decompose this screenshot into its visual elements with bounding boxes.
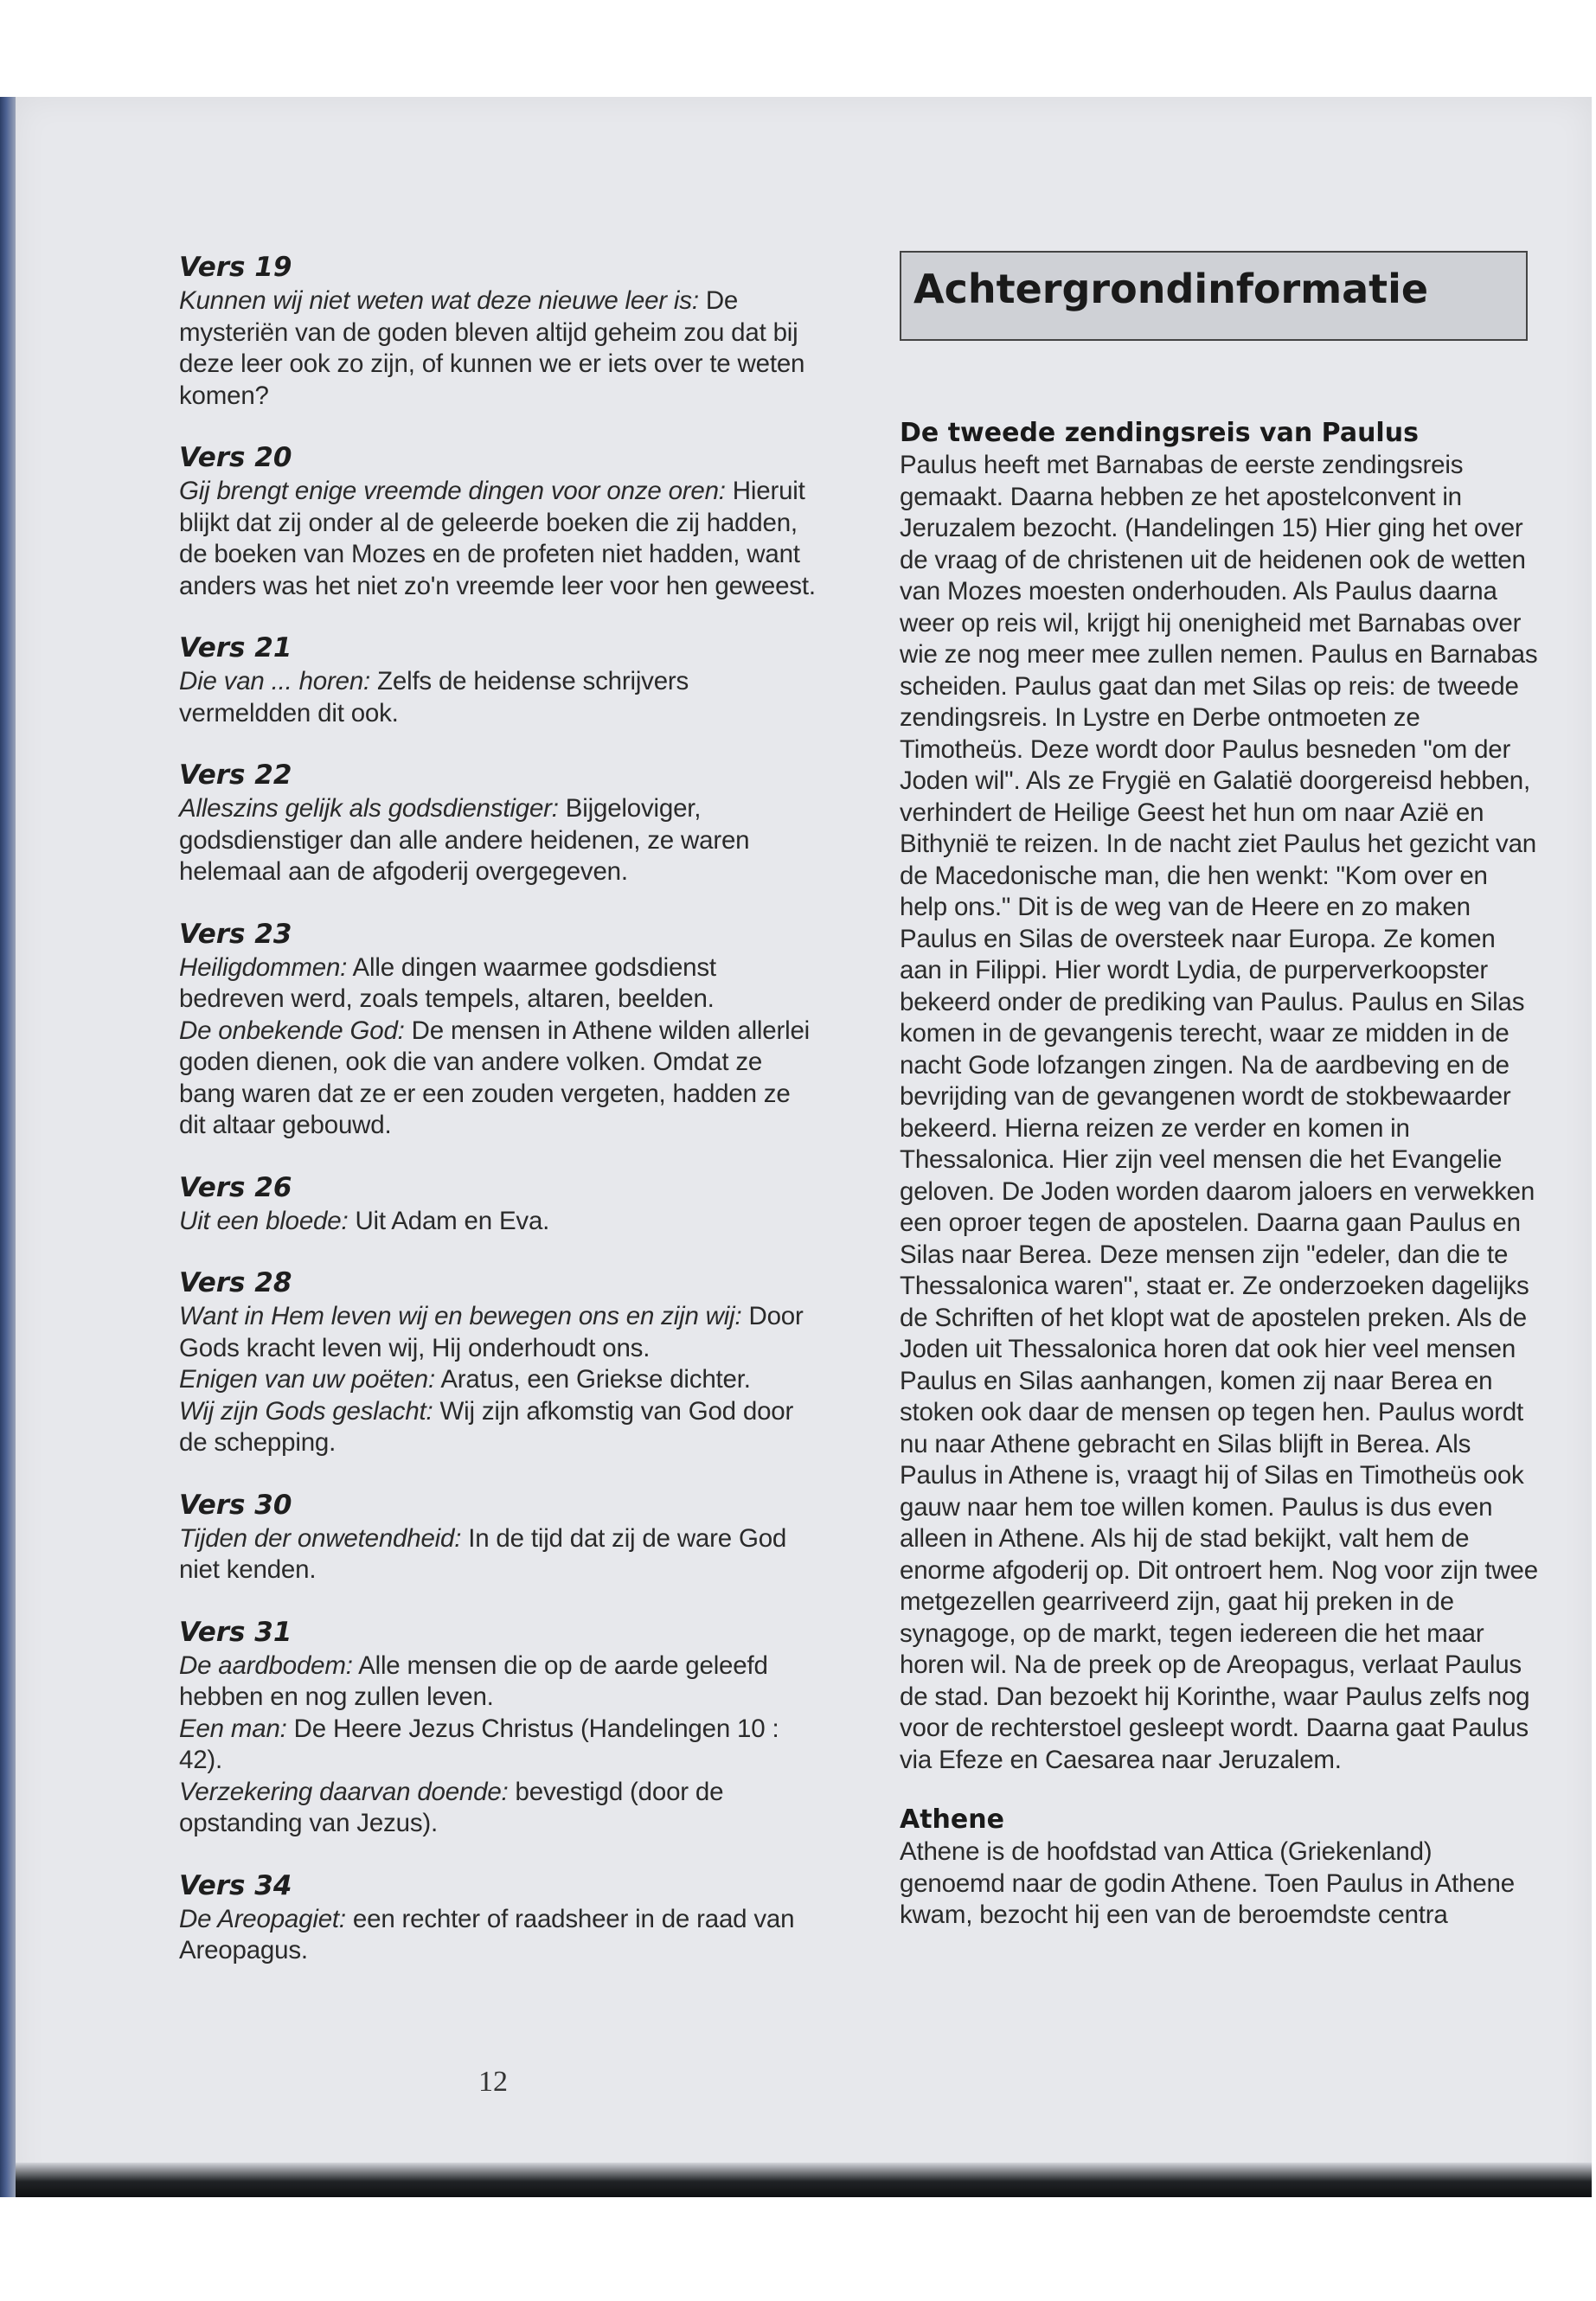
section-body: Athene is de hoofdstad van Attica (Griekenland) genoemd naar de godin Athene. Toen Paulus in Athene kwam, bezocht hij een van de beroemdste centra <box>900 1837 1515 1929</box>
verse-definition: Alle mensen die op de aarde geleefd hebben en nog zullen leven. <box>179 1650 768 1711</box>
page-number: 12 <box>478 2066 508 2098</box>
verse-heading: Vers 34 <box>179 1869 292 1901</box>
verse-definition: Zelfs de heidense schrijvers vermeldden dit ook. <box>179 667 689 727</box>
verse-block <box>179 1489 819 1586</box>
verse-term: Heiligdommen: <box>179 952 348 982</box>
verse-explanation <box>179 793 819 888</box>
background-info-section <box>900 1804 1540 1932</box>
verse-explanation <box>179 1650 819 1714</box>
verse-heading: Vers 22 <box>179 760 292 791</box>
verse-term: De onbekende God: <box>179 1016 405 1045</box>
verse-heading: Vers 30 <box>179 1489 292 1521</box>
verse-definition: De mysteriën van de goden bleven altijd geheim zou dat bij deze leer ook zo zijn, of kunnen we er iets over te weten komen? <box>179 286 805 410</box>
verse-heading: Vers 21 <box>179 632 292 663</box>
verse-definition: De mensen in Athene wilden allerlei goden dienen, ook die van andere volken. Omdat ze bang waren dat ze er een zouden vergeten, hadden ze dit altaar gebouwd. <box>179 1016 811 1139</box>
verse-term: Kunnen wij niet weten wat deze nieuwe leer is: <box>179 286 699 315</box>
verse-heading: Vers 31 <box>179 1616 292 1648</box>
verse-block <box>179 1616 819 1840</box>
verse-heading: Vers 26 <box>179 1171 292 1203</box>
verse-block <box>179 918 819 1142</box>
verse-definition: Aratus, een Griekse dichter. <box>434 1365 751 1394</box>
background-info-sections <box>900 417 1540 1932</box>
background-info-header-box <box>900 251 1528 341</box>
verse-definition: Uit Adam en Eva. <box>348 1206 550 1235</box>
verse-definition: Door Gods kracht leven wij, Hij onderhoudt ons. <box>179 1302 804 1362</box>
verse-heading: Vers 28 <box>179 1267 292 1298</box>
verse-term: Verzekering daarvan doende: <box>179 1777 509 1806</box>
verse-explanation <box>179 666 819 729</box>
verse-term: De Areopagiet: <box>179 1904 346 1933</box>
verse-block <box>179 1869 819 1967</box>
verse-explanation <box>179 1301 819 1364</box>
verse-explanation <box>179 1523 819 1586</box>
verse-term: Een man: <box>179 1714 287 1743</box>
verse-explanation <box>179 1714 819 1777</box>
verse-block <box>179 759 819 888</box>
verse-term: Gij brengt enige vreemde dingen voor onze oren: <box>179 477 726 505</box>
verse-block <box>179 251 819 412</box>
verse-block <box>179 1266 819 1459</box>
section-body: Paulus heeft met Barnabas de eerste zendingsreis gemaakt. Daarna hebben ze het apostelconvent in Jeruzalem bezocht. (Handelingen 15) Hier ging het over de vraag of de christenen uit de heidenen ook de wetten van Mozes moesten onderhouden. Als Paulus daarna weer op reis wil, krijgt hij onenigheid met Barnabas over wie ze nog meer mee zullen nemen. Paulus en Barnabas scheiden. Paulus gaat dan met Silas op reis: de tweede zendingsreis. In Lystre en Derbe ontmoeten ze Timotheüs. Deze wordt door Paulus besneden "om der Joden wil". Als ze Frygië en Galatië doorgereisd hebben, verhindert de Heilige Geest het hun om naar Azië en Bithynië te reizen. In de nacht ziet Paulus het gezicht van de Macedonische man, die hen wenkt: "Kom over en help ons." Dit is de weg van de Heere en zo maken Paulus en Silas de oversteek naar Europa. Ze komen aan in Filippi. Hier wordt Lydia, de purperverkoopster bekeerd onder de prediking van Paulus. Paulus en Silas komen in de gevangenis terecht, waar ze midden in de nacht Gode lofzangen zingen. Na de aardbeving en de bevrijding van de gevangenen wordt de stokbewaarder bekeerd. Hierna reizen ze verder en komen in Thessalonica. Hier zijn veel mensen die het Evangelie geloven. De Joden worden daarom jaloers en verwekken een oproer tegen de apostelen. Daarna gaan Paulus en Silas naar Berea. Deze mensen zijn "edeler, dan die te Thessalonica waren", staat er. Ze onderzoeken dagelijks de Schriften of het klopt wat de apostelen preken. Als de Joden uit Thessalonica horen dat ook hier veel mensen Paulus en Silas aanhangen, komen zij naar Berea en stoken ook daar de mensen op tegen hen. Paulus wordt nu naar Athene gebracht en Silas blijft in Berea. Als Paulus in Athene is, vraagt hij of Silas en Timotheüs ook gauw naar hem toe willen komen. Paulus is dus even alleen in Athene. Als hij de stad bekijkt, valt hem de enorme afgoderij op. Dit ontroert hem. Nog voor zijn twee metgezellen gearriveerd zijn, gaat hij preken in de synagoge, op de markt, tegen iedereen die het maar horen wil. Na de preek op de Areopagus, verlaat Paulus de stad. Dan bezoekt hij Korinthe, waar Paulus zelfs nog voor de rechterstoel gesleept wordt. Daarna gaat Paulus via Efeze en Caesarea naar Jeruzalem. <box>900 451 1538 1774</box>
verse-term: De aardbodem: <box>179 1650 353 1680</box>
verse-definition: bevestigd (door de opstanding van Jezus). <box>179 1777 724 1837</box>
verse-explanation <box>179 1904 819 1967</box>
background-info-section <box>900 417 1540 1776</box>
verse-definition: In de tijd dat zij de ware God niet kenden. <box>179 1523 787 1584</box>
section-heading: Athene <box>900 1804 1004 1835</box>
verse-explanation <box>179 1016 819 1142</box>
verse-heading: Vers 23 <box>179 918 292 950</box>
verse-block <box>179 441 819 602</box>
verse-definition: Bijgeloviger, godsdienstiger dan alle andere heidenen, ze waren helemaal aan de afgoderij overgegeven. <box>179 794 750 886</box>
verse-definition: Alle dingen waarmee godsdienst bedreven werd, zoals tempels, altaren, beelden. <box>179 952 716 1013</box>
verse-explanation <box>179 1364 819 1396</box>
verse-heading: Vers 19 <box>179 252 292 283</box>
verse-term: Want in Hem leven wij en bewegen ons en zijn wij: <box>179 1302 742 1330</box>
verse-explanation <box>179 952 819 1016</box>
verse-definition: De Heere Jezus Christus (Handelingen 10 : 42). <box>179 1714 779 1774</box>
verse-term: Uit een bloede: <box>179 1206 349 1235</box>
verse-block <box>179 1171 819 1238</box>
verse-notes-column <box>179 251 819 1997</box>
verse-term: Die van ... horen: <box>179 667 371 695</box>
verse-block <box>179 631 819 729</box>
verse-term: Wij zijn Gods geslacht: <box>179 1396 433 1426</box>
verse-term: Enigen van uw poëten: <box>179 1365 435 1394</box>
verse-definition: Hieruit blijkt dat zij onder al de geleerde boeken die zij hadden, de boeken van Mozes en de profeten niet hadden, want anders was het niet zo'n vreemde leer voor hen geweest. <box>179 477 816 600</box>
book-binding-left <box>0 97 16 2197</box>
verse-definition: een rechter of raadsheer in de raad van Areopagus. <box>179 1904 795 1965</box>
verse-explanation <box>179 1396 819 1459</box>
book-binding-bottom <box>16 2163 1592 2197</box>
verse-explanation <box>179 1777 819 1840</box>
section-heading: De tweede zendingsreis van Paulus <box>900 418 1419 448</box>
verse-term: Tijden der onwetendheid: <box>179 1523 462 1553</box>
verse-explanation <box>179 1206 819 1238</box>
verse-explanation <box>179 476 819 602</box>
verse-heading: Vers 20 <box>179 442 292 473</box>
verse-definition: Wij zijn afkomstig van God door de schepping. <box>179 1396 794 1457</box>
verse-term: Alleszins gelijk als godsdienstiger: <box>179 794 559 823</box>
background-info-title: Achtergrondinformatie <box>913 266 1429 312</box>
background-info-column <box>900 251 1540 1959</box>
verse-explanation <box>179 285 819 412</box>
